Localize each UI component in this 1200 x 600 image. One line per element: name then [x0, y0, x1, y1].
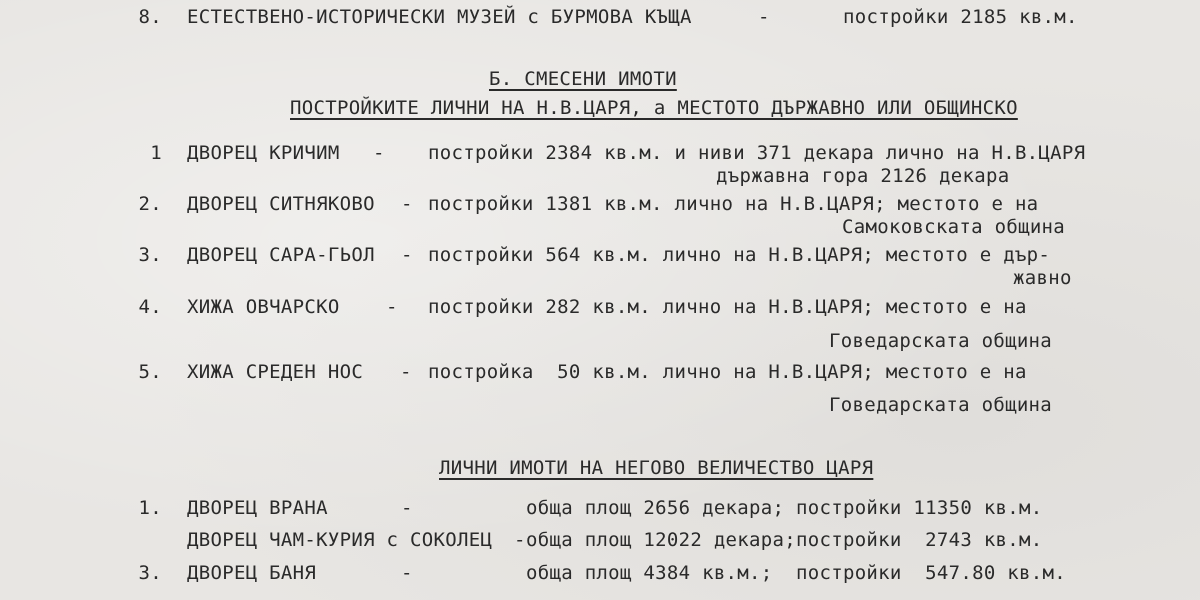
- item-dash: -: [401, 562, 413, 584]
- item-detail: постройки 282 кв.м. лично на Н.В.ЦАРЯ; местото е на: [428, 296, 1027, 318]
- item-dash: -: [758, 6, 770, 28]
- item-name: ДВОРЕЦ СИТНЯКОВО: [187, 193, 375, 215]
- section-title: Б. СМЕСЕНИ ИМОТИ: [489, 68, 677, 90]
- item-number: 8.: [138, 6, 162, 28]
- item-detail-cont: Говедарската община: [829, 394, 1053, 416]
- item-dash: -: [401, 497, 413, 519]
- item-name: ДВОРЕЦ ЧАМ-КУРИЯ с СОКОЛЕЦ: [187, 529, 493, 551]
- section-title: ЛИЧНИ ИМОТИ НА НЕГОВО ВЕЛИЧЕСТВО ЦАРЯ: [439, 457, 874, 479]
- item-detail: постройки 2384 кв.м. и ниви 371 декара лично на Н.В.ЦАРЯ: [428, 142, 1086, 164]
- item-name: ДВОРЕЦ ВРАНА: [187, 497, 328, 519]
- item-number: 5.: [138, 361, 162, 383]
- item-dash: -: [373, 142, 385, 164]
- item-number: 1: [150, 142, 162, 164]
- item-number: 1.: [138, 497, 162, 519]
- item-detail: обща площ 12022 декара;постройки 2743 кв.м.: [526, 529, 1043, 551]
- item-detail: постройки 564 кв.м. лично на Н.В.ЦАРЯ; местото е дър-: [428, 244, 1051, 266]
- item-number: 4.: [138, 296, 162, 318]
- item-detail: постройки 2185 кв.м.: [843, 6, 1078, 28]
- item-detail-cont: жавно: [1013, 267, 1072, 289]
- item-detail-cont: Самоковската община: [842, 216, 1066, 238]
- item-detail: обща площ 2656 декара; постройки 11350 кв.м.: [526, 497, 1043, 519]
- item-dash: -: [400, 361, 412, 383]
- item-name: ДВОРЕЦ САРА-ГЬОЛ: [187, 244, 375, 266]
- item-name: ДВОРЕЦ КРИЧИМ: [187, 142, 340, 164]
- item-dash: -: [514, 529, 526, 551]
- item-dash: -: [401, 193, 413, 215]
- item-dash: -: [401, 244, 413, 266]
- item-name: ЕСТЕСТВЕНО-ИСТОРИЧЕСКИ МУЗЕЙ с БУРМОВА КЪЩА: [187, 6, 692, 28]
- item-name: ХИЖА ОВЧАРСКО: [187, 296, 340, 318]
- item-detail: обща площ 4384 кв.м.; постройки 547.80 кв.м.: [526, 562, 1066, 584]
- item-detail: постройка 50 кв.м. лично на Н.В.ЦАРЯ; местото е на: [428, 361, 1027, 383]
- item-name: ХИЖА СРЕДЕН НОС: [187, 361, 364, 383]
- item-number: 3.: [138, 244, 162, 266]
- item-number: 2.: [138, 193, 162, 215]
- section-subtitle: ПОСТРОЙКИТЕ ЛИЧНИ НА Н.В.ЦАРЯ, а МЕСТОТО ДЪРЖАВНО ИЛИ ОБЩИНСКО: [290, 97, 1018, 119]
- item-detail-cont: Говедарската община: [829, 330, 1053, 352]
- item-dash: -: [386, 296, 398, 318]
- item-number: 3.: [138, 562, 162, 584]
- item-name: ДВОРЕЦ БАНЯ: [187, 562, 317, 584]
- item-detail-cont: държавна гора 2126 декара: [716, 165, 1010, 187]
- item-detail: постройки 1381 кв.м. лично на Н.В.ЦАРЯ; местото е на: [428, 193, 1039, 215]
